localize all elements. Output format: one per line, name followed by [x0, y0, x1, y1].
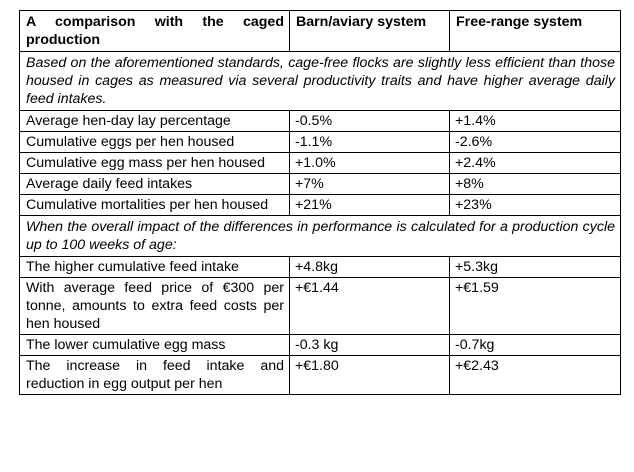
- free-range-value: +€1.59: [450, 278, 621, 335]
- free-range-value: +1.4%: [450, 111, 621, 132]
- table-row: [20, 278, 621, 335]
- table-row: [20, 356, 621, 395]
- row-label: Average daily feed intakes: [20, 174, 290, 195]
- table-row: [20, 335, 621, 356]
- row-label: The lower cumulative egg mass: [20, 335, 290, 356]
- row-label: Average hen-day lay percentage: [20, 111, 290, 132]
- comparison-table-container: [19, 10, 620, 395]
- row-label: The increase in feed intake and reduction in egg output per hen: [20, 356, 290, 395]
- barn-value: -1.1%: [290, 132, 450, 153]
- barn-value: +4.8kg: [290, 257, 450, 278]
- comparison-table: [19, 10, 621, 395]
- free-range-value: +€2.43: [450, 356, 621, 395]
- barn-value: +1.0%: [290, 153, 450, 174]
- row-label: With average feed price of €300 per tonne, amounts to extra feed costs per hen housed: [20, 278, 290, 335]
- barn-value: -0.3 kg: [290, 335, 450, 356]
- row-label: Cumulative egg mass per hen housed: [20, 153, 290, 174]
- section1-note: Based on the aforementioned standards, cage-free flocks are slightly less efficient than those housed in cages as measured via several productivity traits and have higher average daily feed intakes.: [20, 52, 621, 111]
- header-comparison: A comparison with the caged production: [20, 11, 290, 52]
- barn-value: +€1.80: [290, 356, 450, 395]
- barn-value: +7%: [290, 174, 450, 195]
- header-barn-aviary: Barn/aviary system: [290, 11, 450, 52]
- barn-value: +€1.44: [290, 278, 450, 335]
- free-range-value: +5.3kg: [450, 257, 621, 278]
- row-label: Cumulative eggs per hen housed: [20, 132, 290, 153]
- table-row: [20, 195, 621, 216]
- row-label: The higher cumulative feed intake: [20, 257, 290, 278]
- free-range-value: +8%: [450, 174, 621, 195]
- table-row: [20, 153, 621, 174]
- barn-value: -0.5%: [290, 111, 450, 132]
- free-range-value: -0.7kg: [450, 335, 621, 356]
- header-row: [20, 11, 621, 52]
- free-range-value: -2.6%: [450, 132, 621, 153]
- table-row: [20, 257, 621, 278]
- free-range-value: +2.4%: [450, 153, 621, 174]
- row-label: Cumulative mortalities per hen housed: [20, 195, 290, 216]
- section2-note-row: [20, 216, 621, 257]
- section2-note: When the overall impact of the differences in performance is calculated for a production cycle up to 100 weeks of age:: [20, 216, 621, 257]
- table-row: [20, 174, 621, 195]
- barn-value: +21%: [290, 195, 450, 216]
- section1-note-row: [20, 52, 621, 111]
- table-row: [20, 132, 621, 153]
- free-range-value: +23%: [450, 195, 621, 216]
- table-row: [20, 111, 621, 132]
- header-free-range: Free-range system: [450, 11, 621, 52]
